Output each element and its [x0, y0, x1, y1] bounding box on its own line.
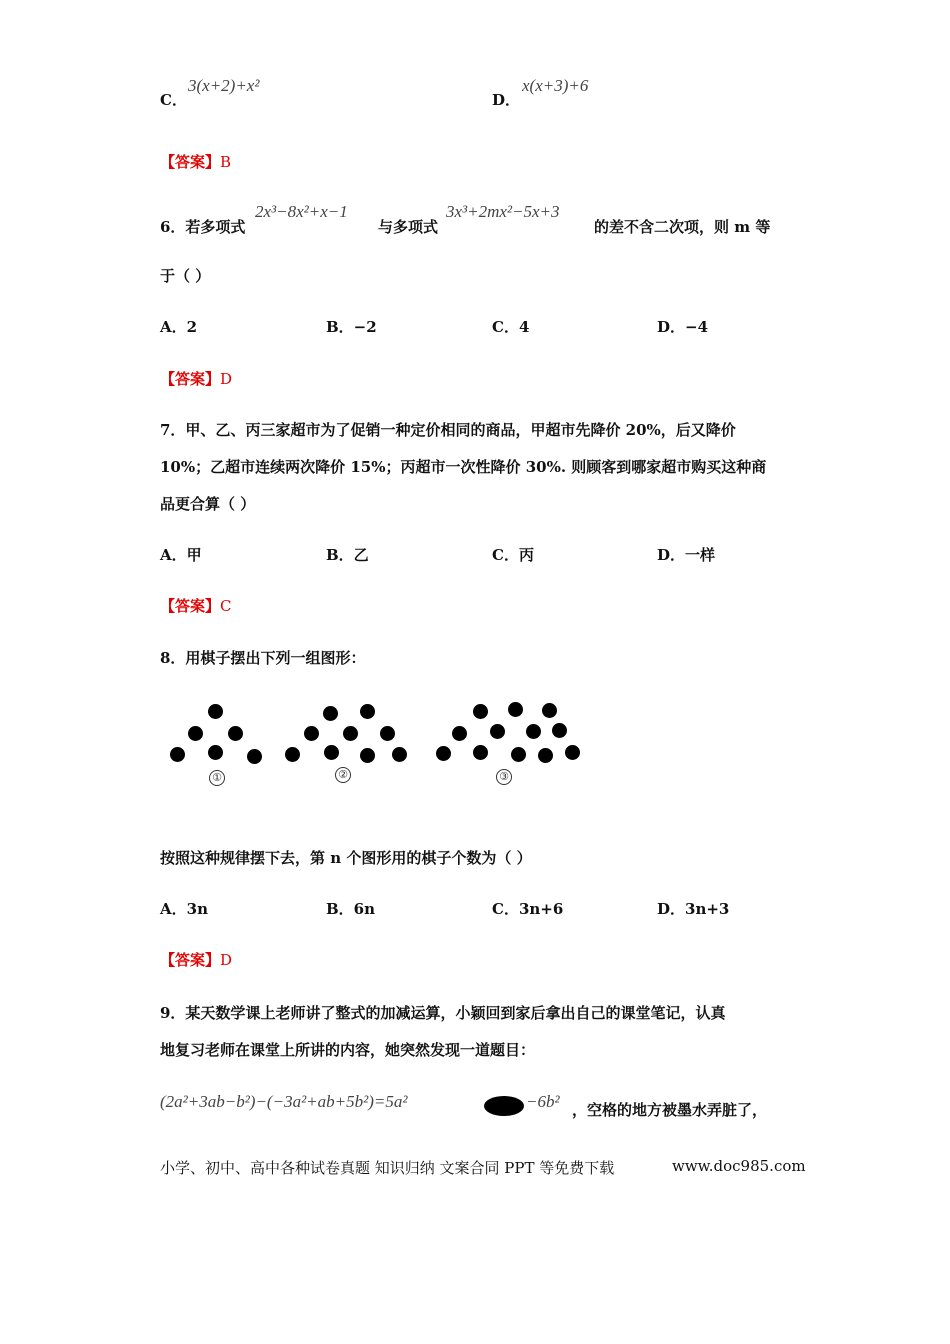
ink-blot	[484, 1096, 524, 1116]
q7-option-c: C．丙	[492, 546, 534, 564]
q8-option-a: A．3n	[160, 900, 208, 918]
q8-fig3-piece	[511, 747, 526, 762]
q7-line2: 10%；乙超市连续两次降价 15%；丙超市一次性降价 30%. 则顾客到哪家超市购买这种商	[160, 458, 767, 476]
q8-fig3-piece	[526, 724, 541, 739]
q6-option-c: C．4	[492, 318, 530, 336]
q8-fig3-piece	[538, 748, 553, 763]
q6-line2: 于（ ）	[160, 267, 211, 285]
q5-answer: 【答案】B	[160, 153, 232, 171]
q8-pattern-figure	[160, 690, 590, 790]
q8-intro: 8．用棋子摆出下列一组图形：	[160, 649, 366, 667]
q8-fig3-piece	[473, 704, 488, 719]
q7-line3: 品更合算（ ）	[160, 495, 256, 513]
footer-left-text: 小学、初中、高中各种试卷真题 知识归纳 文案合同 PPT 等免费下载	[160, 1159, 615, 1177]
q8-fig1-piece	[208, 745, 223, 760]
q6-option-b: B．−2	[326, 318, 377, 336]
q8-fig1-piece	[228, 726, 243, 741]
q8-fig3-piece	[490, 724, 505, 739]
q5-option-d-label: D．	[492, 91, 521, 109]
q6-suffix: 的差不含二次项，则 m 等	[594, 218, 771, 236]
q8-question: 按照这种规律摆下去，第 n 个图形用的棋子个数为（ ）	[160, 849, 532, 867]
q8-fig3-piece	[542, 703, 557, 718]
q5-option-d-expr: x(x+3)+6	[522, 76, 589, 95]
q8-fig2-label: ②	[335, 767, 351, 783]
q9-equation-tail: −6b²	[526, 1092, 560, 1111]
q8-fig3-piece	[552, 723, 567, 738]
q8-option-c: C．3n+6	[492, 900, 564, 918]
q8-answer: 【答案】D	[160, 951, 233, 969]
q6-answer: 【答案】D	[160, 370, 233, 388]
q9-equation: (2a²+3ab−b²)−(−3a²+ab+5b²)=5a²	[160, 1092, 408, 1111]
q8-fig2-piece	[304, 726, 319, 741]
q5-option-c-label: C．	[160, 91, 187, 109]
q8-fig2-piece	[323, 706, 338, 721]
q7-option-d: D．一样	[657, 546, 716, 564]
q8-fig2-piece	[360, 704, 375, 719]
q8-fig2-piece	[380, 726, 395, 741]
q8-fig1-piece	[208, 704, 223, 719]
q8-fig2-piece	[392, 747, 407, 762]
q8-fig2-piece	[324, 745, 339, 760]
q8-fig3-piece	[565, 745, 580, 760]
q8-option-b: B．6n	[326, 900, 376, 918]
q8-fig1-piece	[170, 747, 185, 762]
q6-option-d: D．−4	[657, 318, 709, 336]
q6-poly1: 2x³−8x²+x−1	[255, 202, 348, 221]
q7-option-b: B．乙	[326, 546, 369, 564]
q8-fig2-piece	[285, 747, 300, 762]
q8-fig1-piece	[247, 749, 262, 764]
q7-line1: 7．甲、乙、丙三家超市为了促销一种定价相同的商品，甲超市先降价 20%，后又降价	[160, 421, 736, 439]
q8-fig3-piece	[508, 702, 523, 717]
q9-text-after: ，空格的地方被墨水弄脏了，	[572, 1101, 768, 1119]
q7-option-a: A．甲	[160, 546, 202, 564]
q7-answer: 【答案】C	[160, 597, 232, 615]
q6-mid: 与多项式	[378, 218, 439, 236]
q8-fig1-piece	[188, 726, 203, 741]
q8-fig3-piece	[436, 746, 451, 761]
q8-option-d: D．3n+3	[657, 900, 730, 918]
q9-line2: 地复习老师在课堂上所讲的内容，她突然发现一道题目：	[160, 1041, 536, 1059]
q6-poly2: 3x³+2mx²−5x+3	[446, 202, 560, 221]
q8-fig2-piece	[343, 726, 358, 741]
q9-line1: 9．某天数学课上老师讲了整式的加减运算，小颖回到家后拿出自己的课堂笔记，认真	[160, 1004, 726, 1022]
q8-fig3-label: ③	[496, 769, 512, 785]
q8-fig3-piece	[452, 726, 467, 741]
q8-fig1-label: ①	[209, 770, 225, 786]
q5-option-c-expr: 3(x+2)+x²	[188, 76, 260, 95]
q6-option-a: A．2	[160, 318, 198, 336]
q6-prefix: 6．若多项式	[160, 218, 246, 236]
q8-fig2-piece	[360, 748, 375, 763]
footer-website: www.doc985.com	[672, 1157, 806, 1175]
q8-fig3-piece	[473, 745, 488, 760]
